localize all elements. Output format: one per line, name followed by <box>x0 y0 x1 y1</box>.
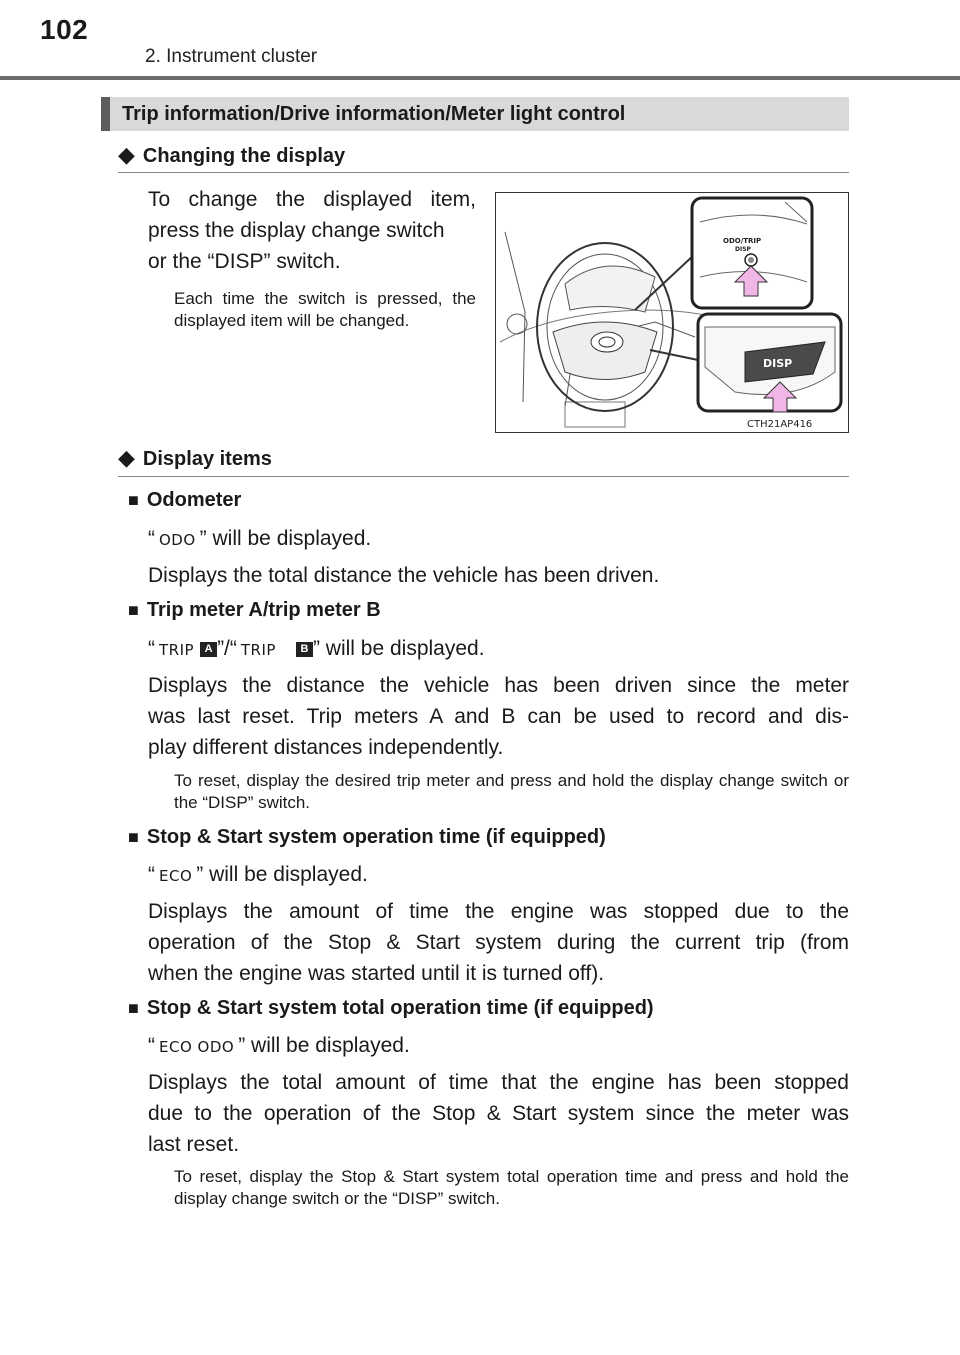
figure-caption: CTH21AP416 <box>747 419 813 430</box>
para-line: was last reset. Trip meters A and B can be used to record and dis- <box>148 705 849 728</box>
display-suffix: ” will be displayed. <box>199 527 372 550</box>
total-time-note: To reset, display the Stop & Start system total operation time and press and hold the display change switch or the “DISP” switch. <box>174 1167 849 1208</box>
separator: ”/“ <box>217 637 237 660</box>
eco-glyph: ECO <box>159 867 193 885</box>
stop-time-desc <box>148 896 849 989</box>
trip-note: To reset, display the desired trip meter and press and hold the display change switch or the “DISP” switch. <box>174 771 849 812</box>
header-rule <box>0 76 960 80</box>
para-line: press the display change switch <box>148 219 445 242</box>
item-title: Trip meter A/trip meter B <box>146 599 381 621</box>
changing-paragraph <box>148 184 476 277</box>
subheading-display-items <box>118 445 272 471</box>
open-quote: “ <box>148 527 155 550</box>
open-quote: “ <box>148 637 155 660</box>
item-title: Stop & Start system total operation time (if equipped) <box>146 997 654 1019</box>
open-quote: “ <box>148 1034 155 1057</box>
para-line: or the “DISP” switch. <box>148 250 341 273</box>
item-odometer-heading <box>128 489 241 512</box>
dashboard-illustration <box>495 192 849 433</box>
item-trip-heading <box>128 599 381 622</box>
display-suffix: ” will be displayed. <box>238 1034 410 1057</box>
odo-trip-label: ODO/TRIP <box>723 237 762 245</box>
section-title-bar <box>101 97 849 131</box>
changing-note: Each time the switch is pressed, the displayed item will be changed. <box>174 289 476 330</box>
display-suffix: ” will be displayed. <box>312 637 485 660</box>
item-title: Stop & Start system operation time (if equipped) <box>146 826 606 848</box>
trip-desc <box>148 670 849 763</box>
odometer-display-line <box>148 527 371 551</box>
total-time-desc <box>148 1067 849 1160</box>
subheading-label: Changing the display <box>142 145 346 167</box>
total-time-display-line <box>148 1034 410 1058</box>
para-line: Displays the amount of time the engine was stopped due to the <box>148 900 849 923</box>
odo-glyph: ODO <box>159 531 196 549</box>
square-bullet-icon: ■ <box>128 600 139 620</box>
para-line: last reset. <box>148 1133 240 1156</box>
item-title: Odometer <box>146 489 242 511</box>
disp-small-label: DISP <box>735 246 751 253</box>
square-bullet-icon: ■ <box>128 827 139 847</box>
stop-time-display-line <box>148 863 368 887</box>
display-suffix: ” will be displayed. <box>196 863 368 886</box>
subheading-label: Display items <box>142 448 272 470</box>
badge-b-icon: B <box>296 642 313 657</box>
page-number: 102 <box>40 14 89 45</box>
open-quote: “ <box>148 863 155 886</box>
para-line: due to the operation of the Stop & Start system since the meter was <box>148 1102 849 1125</box>
diamond-bullet-icon: ◆ <box>118 142 135 167</box>
subheading-rule <box>118 172 849 173</box>
trip-b-glyph: TRIP <box>240 641 276 659</box>
item-total-time-heading <box>128 997 654 1020</box>
odometer-desc: Displays the total distance the vehicle has been driven. <box>148 564 660 587</box>
section-title: Trip information/Drive information/Meter light control <box>122 103 626 125</box>
para-line: operation of the Stop & Start system during the current trip (from <box>148 931 849 954</box>
steering-wheel-illustration <box>495 192 849 433</box>
badge-a-icon: A <box>200 642 217 657</box>
disp-button-label: DISP <box>763 357 793 370</box>
diamond-bullet-icon: ◆ <box>118 445 135 470</box>
chapter-title: 2. Instrument cluster <box>145 46 318 67</box>
item-stop-time-heading <box>128 826 606 849</box>
eco-odo-glyph: ECO ODO <box>159 1038 235 1056</box>
square-bullet-icon: ■ <box>128 490 139 510</box>
para-line: Displays the total amount of time that the engine has been stopped <box>148 1071 849 1094</box>
square-bullet-icon: ■ <box>128 998 139 1018</box>
para-line: Displays the distance the vehicle has been driven since the meter <box>148 674 849 697</box>
trip-a-glyph: TRIP <box>159 641 195 659</box>
subheading-rule <box>118 476 849 477</box>
para-line: when the engine was started until it is turned off). <box>148 962 605 985</box>
para-line: To change the displayed item, <box>148 188 476 211</box>
trip-display-line <box>148 637 485 661</box>
para-line: play different distances independently. <box>148 736 504 759</box>
subheading-changing-display <box>118 142 345 168</box>
